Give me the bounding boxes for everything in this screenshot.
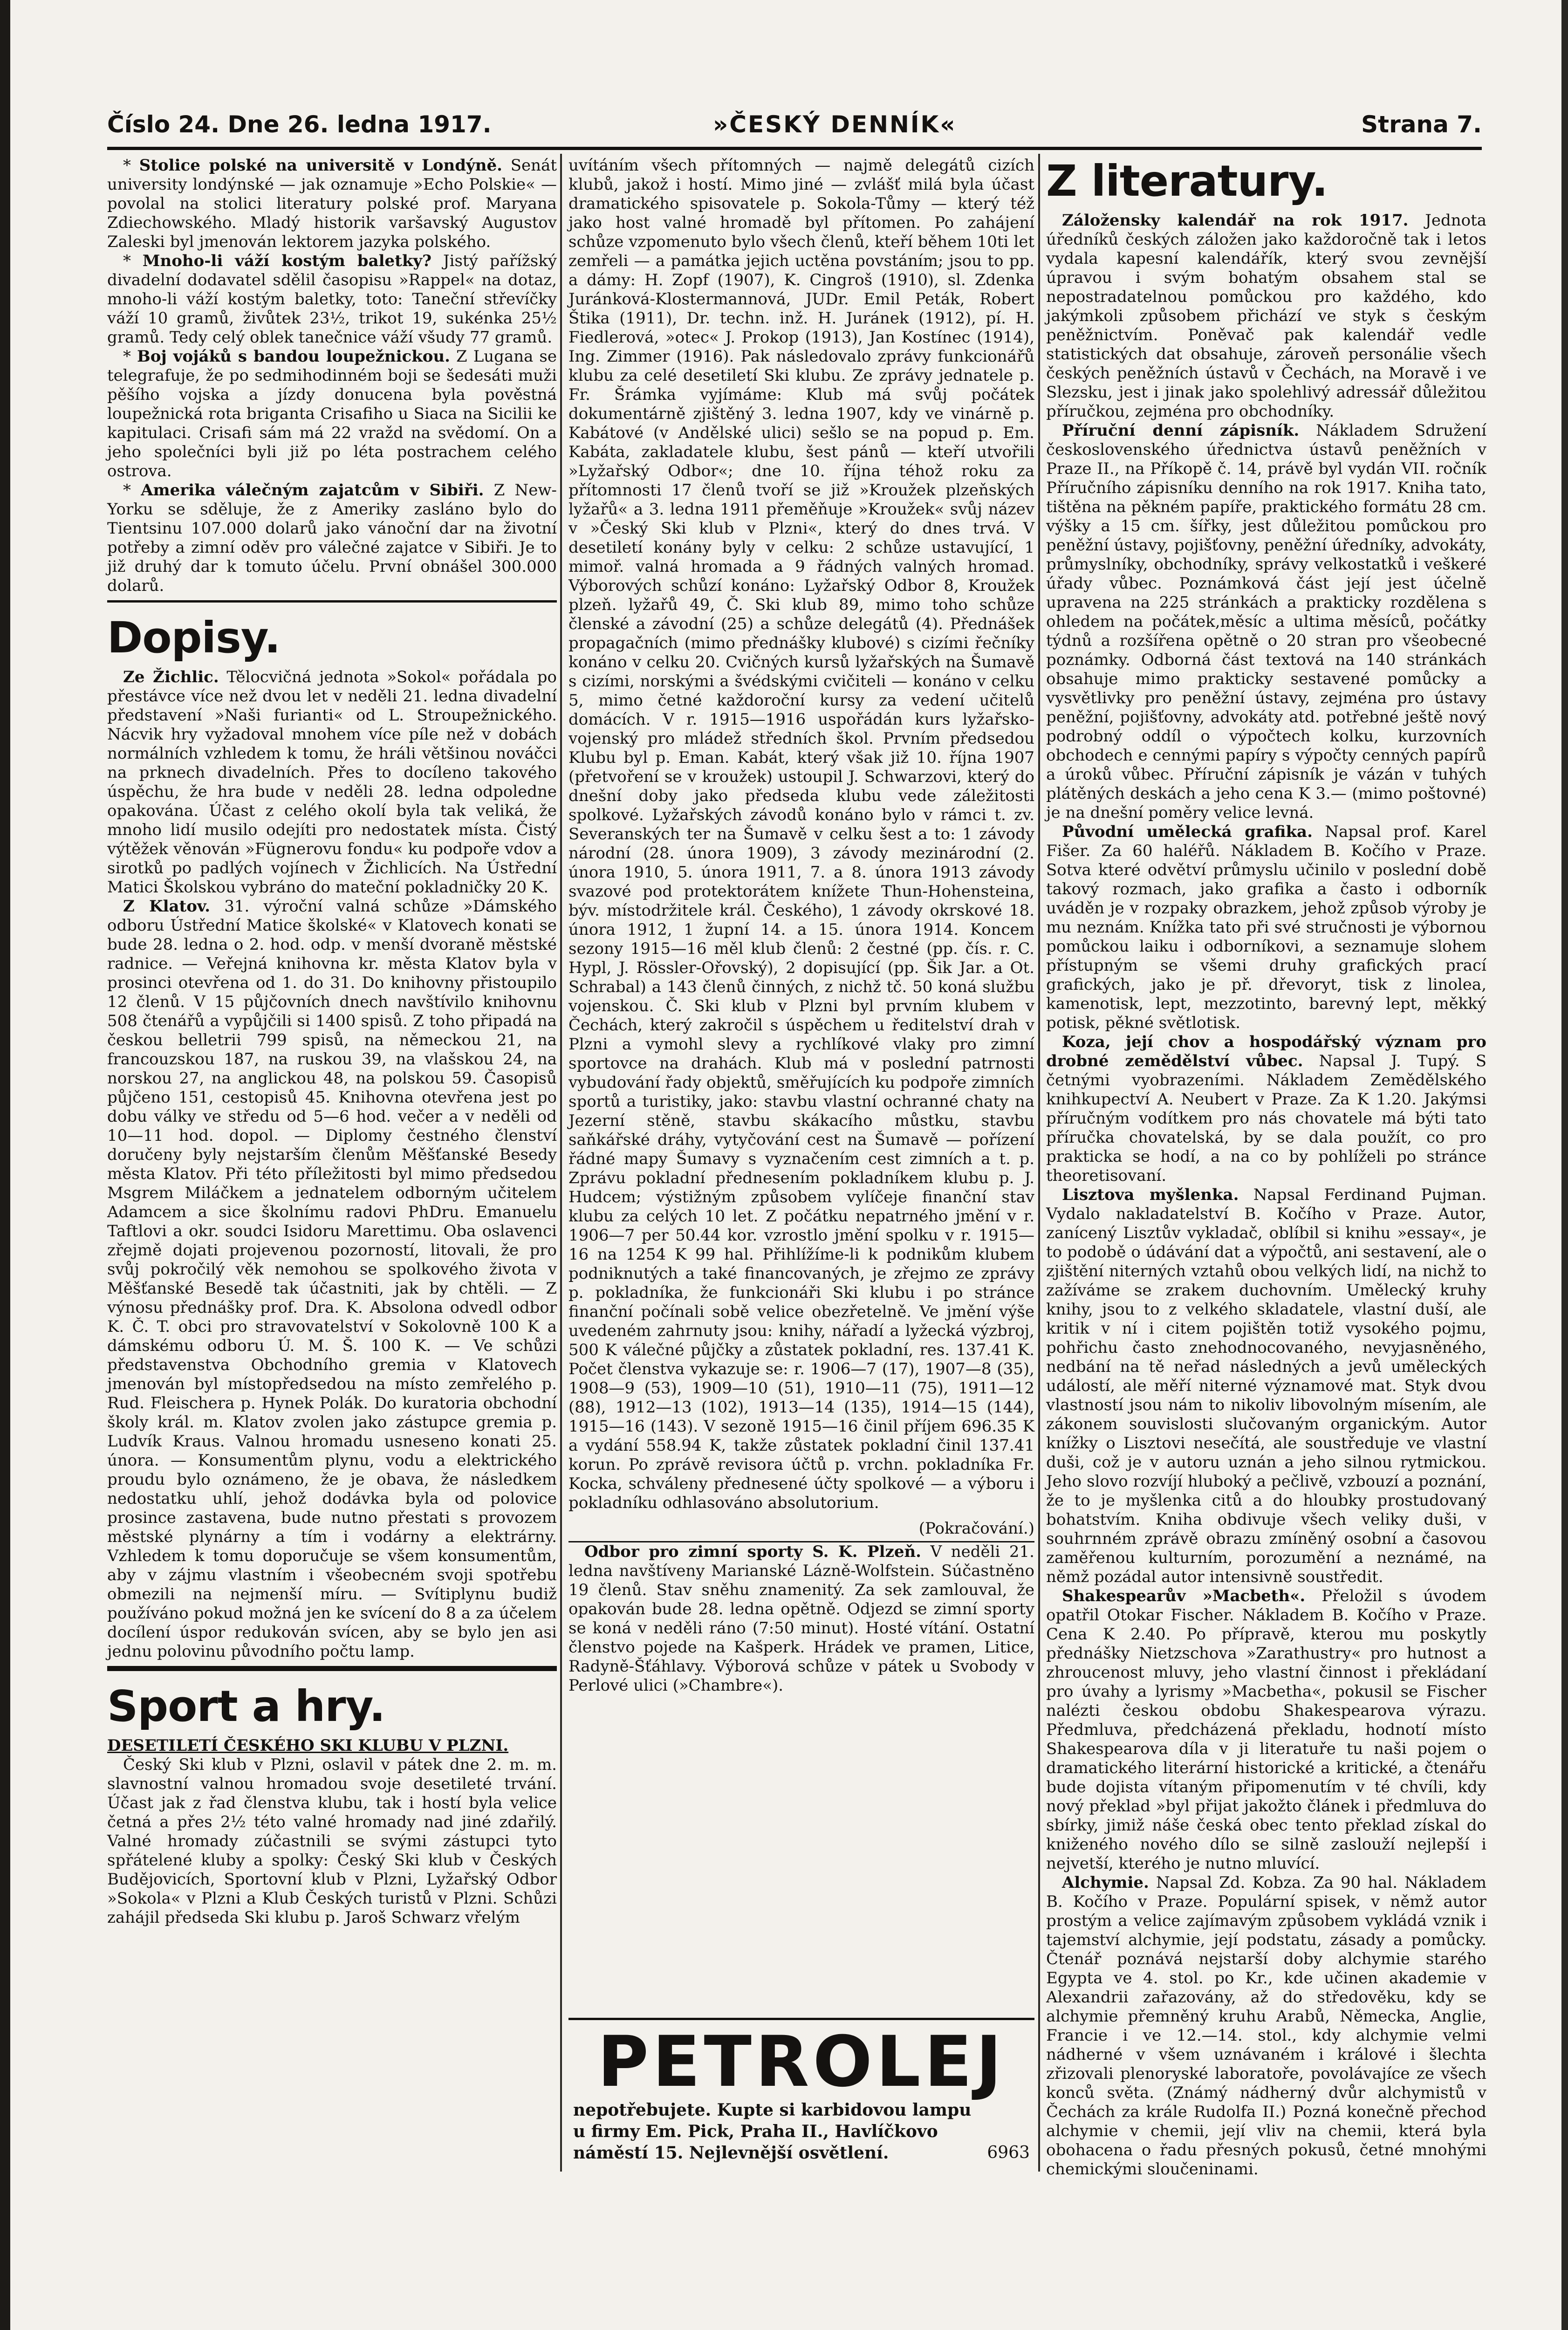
advert-headline: PETROLEJ <box>597 2022 1006 2103</box>
news-item: * Boj vojáků s bandou loupežnickou. Z Lugana se telegrafuje, že po sedmihodinném boji se šedesáti muži pěšího vojska a jízdy donucena byla pověstná loupežnická rota briganta Crisafiho u Siaca na Sicilii ke kapitulaci. Crisafi sám má 22 vražd na svědomí. On a jeho společníci byli již po léta postrachem celého ostrova. <box>107 347 557 480</box>
review-item: Alchymie. Napsal Zd. Kobza. Za 90 hal. Nákladem B. Kočího v Praze. Populární spisek, v němž autor prostým a velice zajímavým způsobem vykládá vznik i tajemství alchymie, její podstatu, zásady a pomůcky. Čtenář poznává nejstarší doby alchymie starého Egypta ve 4. stol. po Kr., kde učinen akademie v Alexandrii zařazovány, až do středověku, kdy se alchymie přemněný kruhu Arabů, Německa, Anglie, Francie i ve 12.—14. stol., kdy alchymie velmi nádherné v všem uznávaném i králové i šlechta zřizovali plenoryské laboratoře, povolávajíce ze všech konců světa. (Známý nádherný dvůr alchymistů v Čechách za krále Rudolfa II.) Pozná konečně přechod alchymie v chemii, její vliv na chemii, která byla obohacena o řadu přesných pokusů, četné mnohými chemickými sloučeninami. <box>1046 1873 1486 2179</box>
review-item: Lisztova myšlenka. Napsal Ferdinand Pujman. Vydalo nakladatelství B. Kočího v Praze. Autor, zanícený Lisztův vykladač, oblíbil si knihu »essay«, je to podobě o údávání dat a výpočtů, ani sestavení, ale o zjištění niterných vztahů obou velkých lidí, na nichž to zažíváme se zrakem duchovním. Umělecký kruhy knihy, jsou to z velkého skladatele, vlastní duší, ale kritik v ní i citem pojištěn totiž vysokého pojmu, pohřichu často znehodnocovaného, nevyjasněného, nedbání na tě neřad následných a jevů uměleckých událostí, ale měří niterné významové mat. Styk dvou vlastností jsou nám to nikoliv libovolným mísením, ale zákonem souvislosti slučovaným organickým. Autor knížky o Lisztovi nesečítá, ale soustředuje ve vlastní duši, což je v autoru uznán a jeho silnou rytmickou. Jeho slovo rozvíjí hluboký a pečlivě, vzbouzí a poznání, že to je myšlenka citů a do hloubky prostudovaný bohatstvím. Kniha obdivuje všech veliky duši, v souhrnném zprávě obrazu zmíněný osobní a časovou zaměřenou kulturním, porozumění a neznámé, na němž pozádal autor intensivně soustředit. <box>1046 1186 1486 1586</box>
column-3 <box>1046 156 1486 2179</box>
sport-text: Český Ski klub v Plzni, oslavil v pátek dne 2. m. m. slavnostní valnou hromadou svoje desetileté trvání. Účast jak z řad členstva klubu, tak i hostí byla velice četná a přes 2½ této valné hromady nad jiné zdařilý. Valné hromady zúčastnili se svými zástupci tyto spřátelené kluby a spolky: Český Ski klub v Českých Budějovicích, Sportovní klub v Plzni, Lyžařský Odbor »Sokola« v Plzni a Klub Českých turistů v Plzni. Schůzi zahájil předseda Ski klubu p. Jaroš Schwarz vřelým <box>107 1755 557 1927</box>
advert-number: 6963 <box>987 2143 1030 2162</box>
column-2 <box>568 156 1034 1695</box>
letter-item: Ze Žichlic. Tělocvičná jednota »Sokol« pořádala po přestávce více než dvou let v neděli 21. ledna divadelní představení »Naši furianti« od L. Stroupežnického. Nácvik hry vyžadoval mnohem více píle než v dobách normálních vzhledem k tomu, že hráli většinou nováčci na prknech divadelních. Přes to docíleno takového úspěchu, že hra bude v neděli 28. ledna odpoledne opakována. Účast z celého okolí byla tak veliká, že mnoho lidí musilo odejíti pro nedostatek místa. Čistý výtěžek věnován »Fügnerovu fondu« ku podpoře vdov a sirotků po padlých vojínech v Žichlicích. Na Ústřední Matici Školskou vybráno do mateční pokladničky 20 K. <box>107 668 557 897</box>
review-item: Příruční denní zápisník. Nákladem Sdružení československého úřednictva ústavů peněžních v Praze II., na Příkopě č. 14, právě byl vydán VII. ročník Příručního zápisníku denního na rok 1917. Kniha tato, tištěna na pěkném papíře, praktického formátu 28 cm. výšky a 15 cm. šířky, jest důležitou pomůckou pro peněžní ústavy, pojišťovny, peněžní úředníky, advokáty, průmyslníky, obchodníky, správy velkostatků i veškeré úřady vůbec. Poznámková část její jest účelně upravena na 225 stránkách a prakticky rozdělena s ohledem na počátek,měsíc a ultima měsíců, počátky týdnů a rozšířena opětně o 20 stran pro všeobecné poznámky. Odborná část textová na 140 stránkách obsahuje mimo prakticky sestavené pomůcky a vysvětlivky pro peněžní ústavy, zejména pro ústavy peněžní, pojišťovny, advokáty atd. potřebné ještě nový podrobný oddíl o výpočtech kolku, kurzovních obchodech e cennými papíry s výpočty cenných papírů a úroků vůbec. Příruční zápisník je vázán v tuhých plátěných deskách a jeho cena K 3.— (mimo poštovné) je na dnešní poměry velice levná. <box>1046 421 1487 822</box>
review-item: Záložensky kalendář na rok 1917. Jednota úředníků českých záložen jako každoročně tak i letos vydala kapesní kalendářík, který svou zevnější úpravou i svým bohatým obsahem stal se nepostradatelnou pomůckou pro každého, kdo jakýmkoli způsobem přichází ve styk s českým peněžnictvím. Poněvač pak kalendář vedle statistických dat obsahuje, zároveň personálie všech českých peněžních ústavů v Čechách, na Moravě i ve Slezsku, jest i jinak jako spolehlivý adressář důležitou příručkou, zejména pro obchodníky. <box>1046 211 1487 421</box>
section-heading-dopisy: Dopisy. <box>107 613 281 663</box>
advert-line: nepotřebujete. Kupte si karbidovou lampu <box>573 2100 972 2120</box>
news-item: * Stolice polské na universitě v Londýně. Senát university londýnské — jak oznamuje »Echo Polskie« — povolal na stolici literatury polské prof. Maryana Zdiechowského. Mladý historik varšavský Augustov Zaleski byl jmenován lektorem jazyka polského. <box>107 156 557 251</box>
scan-left-edge <box>0 0 10 2330</box>
advert-line: náměstí 15. Nejlevnější osvětlení. 6963 <box>573 2143 1030 2163</box>
news-item: * Mnoho-li váží kostým baletky? Jistý pařížský divadelní dodavatel sdělil časopisu »Rappel« na dotaz, mnoho-li váží kostým baletky, toto: Taneční střevíčky váží 10 gramů, živůtek 23½, trikot 19, sukénka 25½ gramů. Tedy celý oblek tanečnice váží všudy 77 gramů. <box>107 252 557 347</box>
review-item: Původní umělecká grafika. Napsal prof. Karel Fišer. Za 60 haléřů. Nákladem B. Kočího v Praze. Sotva které odvětví průmyslu učinilo v poslední době takový rozmach, jako grafika a často i odborník uváděn je v rozpaky obrazkem, jehož způsob výroby je mu neznám. Knížka tato při své stručnosti je výbornou pomůckou laiku i odborníkovi, a seznamuje slohem přístupným se všemi druhy grafických prací grafických, jako je př. dřevoryt, tisk z linolea, kamenotisk, lept, mezzotinto, barevný lept, měkký potisk, pěkné světlotisk. <box>1046 822 1486 1032</box>
column-divider <box>560 154 562 2172</box>
column-divider <box>1038 154 1040 2172</box>
section-heading-sport: Sport a hry. <box>107 1681 385 1731</box>
scan-right-edge <box>1561 0 1568 2330</box>
petrolej-advert <box>568 2018 1034 2174</box>
review-item: Shakespearův »Macbeth«. Přeložil s úvodem opatřil Otokar Fischer. Nákladem B. Kočího v Praze. Cena K 2.40. Po přípravě, kterou mu poskytly přednášky Nietzschova »Zarathustry« pro hutnost a zhroucenost mluvy, jeho vlastní činnost i překládaní pro úvahy a lyrismy »Macbetha«, pokusil se Fischer nalézti českou obdobu Shakespearova výrazu. Předmluva, předcházená překladu, hodnotí místo Shakespearova díla v ji literatuře tu naši pojem o dramatického literární historické a kritické, a čtenářu bude dojista vítaným připomenutím v té chvíli, kdy nový překlad »byl přijat jakožto článek i předmluva do sbírky, jimiž náše česká obec tento překlad získal do kniženého nového dílo se silně zaslouží nejlepší i nejvetší, kterého je nutno mluvící. <box>1046 1587 1486 1873</box>
section-rule <box>107 1666 557 1671</box>
page-number: Strana 7. <box>1361 111 1482 138</box>
letter-item: Z Klatov. 31. výroční valná schůze »Dámského odboru Ústřední Matice školské« v Klatovech konati se bude 28. ledna o 2. hod. odp. v menší dvoraně městské radnice. — Veřejná knihovna kr. města Klatov byla v prosinci otevřena od 1. do 31. Do knihovny přistoupilo 12 členů. V 15 půjčovních dnech navštívilo knihovnu 508 čtenářů a vypůjčili si 1400 spisů. Z toho připadá na českou belletrii 799 spisů, na německou 21, na francouzskou 187, na ruskou 39, na vlašskou 24, na norskou 27, na anglickou 48, na polskou 59. Časopisů půjčeno 151, cestopisů 45. Knihovna otevřena jest po dobu války ve středu od 5—6 hod. večer a v neděli od 10—11 hod. dopol. — Diplomy čestného členství doručeny byly nejstarším členům Měšťanské Besedy města Klatov. Při této příležitosti byl mimo předsedou Msgrem Miláčkem a jednatelem odborným učitelem Adamcem a sice školnímu radovi PhDru. Emanuelu Taftlovi a okr. soudci Isidoru Marettimu. Oba oslavenci zřejmě dojati projevenou pozorností, litovali, že pro svůj pokročilý věk nemohou se spolkového života v Měšťanské Besedě tak účastniti, jak by chtěli. — Z výnosu přednášky prof. Dra. K. Absolona odvedl odbor K. Č. T. obci pro stravovatelství v Sokolovně 100 K a dámskému odboru Ú. M. Š. 100 K. — Ve schůzi představenstva Obchodního gremia v Klatovech jmenován byl místopředsedou na místo zemřelého p. Rud. Fleischera p. Hynek Polák. Do kuratoria obchodní školy král. m. Klatov zvolen jako zástupce gremia p. Ludvík Kraus. Valnou hromadu usneseno konati 25. února. — Konsumentům plynu, vodu a elektrického proudu bylo oznámeno, že je obava, že následkem nedostatku uhlí, jehož dodávka byla od polovice prosince zastavena, bude nutno přestati s provozem městské plynárny a tím i vodárny a elektrárny. Vzhledem k tomu doporučuje se všem konsumentům, aby v zájmu vlastním i všeobecném svoji spotřebu obmezili na nejmenší míru. — Svítiplynu budiž používáno pokud možná jen ke svícení do 8 a za účelem docílení úspor redukován svícen, aby se bylo jen asi jednu polovinu původního počtu lamp. <box>107 897 557 1661</box>
review-item: Koza, její chov a hospodářský význam pro drobné zemědělství vůbec. Napsal J. Tupý. S četnými vyobrazeními. Nákladem Zemědělského knihkupectví A. Neubert v Praze. Za K 1.20. Jakýmsi příručným vodítkem pro nás chovatele má býti tato příručka chovatelská, by se dala použít, co pro prakticka se hodí, a na co by pohlíželi po stránce theoretisovaní. <box>1046 1033 1486 1185</box>
issue-date: Číslo 24. Dne 26. ledna 1917. <box>107 111 492 138</box>
odbor-item: Odbor pro zimní sporty S. K. Plzeň. V neděli 21. ledna navštíveny Marianské Lázně-Wolfstein. Súčastněno 19 členů. Stav sněhu znamenitý. Za sek zamlouval, že opakován bude 28. ledna opětně. Odjezd se zimní sporty se koná v neděli ráno (7:50 minut). Hosté vítání. Ostatní členstvo pojede na Kašperk. Hrádek ve pramen, Litice, Radyně-Šťáhlavy. Výborová schůze v pátek u Svobody v Perlové ulici (»Chambre«). <box>568 1542 1034 1695</box>
page-header <box>107 111 1482 144</box>
section-heading-literatura: Z literatury. <box>1046 156 1328 206</box>
advert-line: u firmy Em. Pick, Praha II., Havlíčkovo <box>573 2122 938 2141</box>
column-1 <box>107 156 557 1927</box>
news-item: * Amerika válečným zajatcům v Sibiři. Z New-Yorku se sděluje, že z Ameriky zasláno bylo do Tientsinu 107.000 dolarů jako vánoční dar na životní potřeby a zimní oděv pro válečné zajatce v Sibiři. Je to již druhý dar k tomuto účelu. První obnášel 300.000 dolarů. <box>107 481 557 595</box>
sport-subheading: DESETILETÍ ČESKÉHO SKI KLUBU V PLZNI. <box>107 1736 509 1755</box>
section-rule <box>107 600 557 603</box>
header-rule <box>107 147 1482 150</box>
ski-club-report: uvítáním všech přítomných — najmě delegátů cizích klubů, jakož i hostí. Mimo jiné — zvlášť milá byla účast dramatického spisovatele p. Sokola-Tůmy — který též jako host valné hromadě byl přítomen. Po zahájení schůze vzpomenuto bylo všech členů, kteří během 10ti let zemřeli — a památka jejich uctěna povstáním; jsou to pp. a dámy: H. Zopf (1907), K. Cingroš (1910), sl. Zdenka Juránková-Klostermannová, JUDr. Emil Peták, Robert Štika (1911), Dr. techn. inž. H. Juránek (1912), pí. H. Fiedlerová, »otec« J. Prokop (1913), Jan Kostínec (1914), Ing. Zimmer (1916). Pak následovalo zprávy funkcionářů klubu za celé desetiletí Ski klubu. Ze zprávy jednatele p. Fr. Šrámka vyjímáme: Klub má svůj počátek dokumentárně zjištěný 3. ledna 1907, kdy ve vinárně p. Kabátové (v Andělské ulici) sešlo se na popud p. Em. Kabáta, zakladatele klubu, šest pánů — kteří utvořili »Lyžařský Odbor«; dne 10. října téhož roku za přítomnosti 17 členů tvoří se již »Kroužek plzeňských lyžařů« a 3. ledna 1911 přeměňuje »Kroužek« svůj název v »Český Ski klub v Plzni«, který do dnes trvá. V desetiletí konány byly v celku: 2 schůze ustavující, 1 mimoř. valná hromada a 9 řádných valných hromad. Výborových schůzí konáno: Lyžařský Odbor 8, Kroužek plzeň. lyžařů 49, Č. Ski klub 89, mimo toho schůze členské a závodní (25) a schůze delegátů (4). Přednášek propagačních (mimo přednášky klubové) s cizími řečníky konáno v celku 20. Cvičných kursů lyžařských na Šumavě s cizími, norskými a švédskými cvičiteli — konáno v celku 5, mimo četné každoroční kursy za vedení učitelů domácích. V r. 1915—1916 uspořádán kurs lyžařsko-vojenský pro mládež středních škol. Prvním předsedou Klubu byl p. Eman. Kabát, který však již 10. října 1907 (přetvoření se v kroužek) ustoupil J. Schwarzovi, který do dnešní doby jako předseda klubu vede záležitosti spolkové. Lyžařských závodů konáno bylo v rámci t. zv. Severanských ter na Šumavě v celku šest a to: 1 závody národní (28. února 1909), 3 závody mezinárodní (2. února 1910, 5. února 1911, 7. a 8. února 1913 závody svazové pod protektorátem knížete Thun-Hohensteina, býv. místodržitele král. Českého), 1 závody okrskové 18. února 1912, 1 župní 14. a 15. února 1914. Koncem sezony 1915—16 měl klub členů: 2 čestné (pp. čís. r. C. Hypl, J. Rössler-Ořovský), 2 dopisující (pp. Šik Jar. a Ot. Schrabal) a 143 členů činných, z nichž tč. 50 koná službu vojenskou. Č. Ski klub v Plzni byl prvním klubem v Čechách, který zakročil s úspěchem u ředitelství drah v Plzni a vymohl slevy a rychlíkové vlaky pro zimní sportovce na drahách. Klub má v poslední patrnosti vybudování řady objektů, směřujících ku podpoře zimních sportů a turistiky, jako: stavbu vlastní ochranné chaty na Jezerní stěně, stavbu skákacího můstku, stavbu saňkářské dráhy, vytyčování cest na Šumavě — pořízení řádné mapy Šumavy s vyznačením cest zimních a t. p. Zprávu pokladní přednesením pokladníkem klubu p. J. Hudcem; výstižným způsobem vylíčeje finanční stav klubu za celých 10 let. Z počátku nepatrného jmění v r. 1906—7 per 50.44 kor. vzrostlo jmění spolku v r. 1915—16 na 1254 K 99 hal. Přihlížíme-li k podnikům klubem podniknutých a také financovaných, je zřejmo ze zprávy p. pokladníka, že funkcionáři Ski klubu i po stránce finanční počínali sobě velice obezřetelně. Ve jmění výše uvedeném zahrnuty jsou: knihy, nářadí a lyžecká výzbroj, 500 K válečné půjčky a zůstatek pokladní, res. 137.41 K. Počet členstva vykazuje se: r. 1906—7 (17), 1907—8 (35), 1908—9 (53), 1909—10 (51), 1910—11 (75), 1911—12 (88), 1912—13 (102), 1913—14 (135), 1914—15 (144), 1915—16 (143). V sezoně 1915—16 činil příjem 696.35 K a vydání 558.94 K, takže zůstatek pokladní činil 137.41 korun. Po zprávě revisora účtů p. vrchn. pokladníka Fr. Kocka, schváleny přednesené účty spolkové — a výboru i pokladníku odhlasováno absolutorium. <box>568 156 1034 1512</box>
masthead: »ČESKÝ DENNÍK« <box>713 111 957 138</box>
continuation-note: (Pokračování.) <box>918 1519 1034 1538</box>
